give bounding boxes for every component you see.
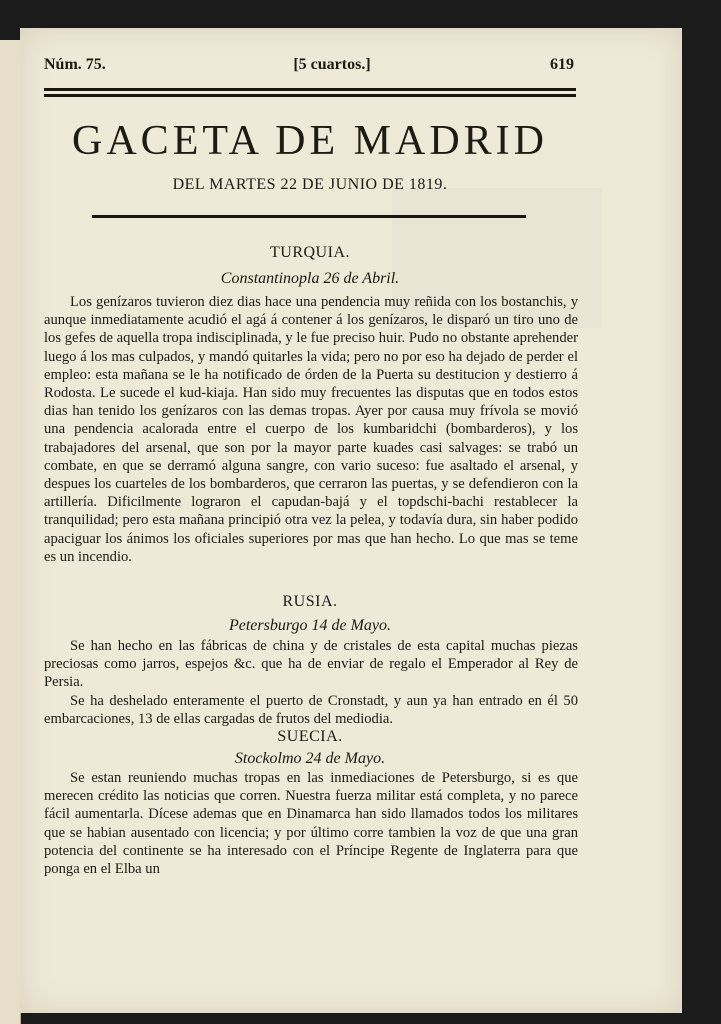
article-body-turquia [44,293,578,566]
section-dateline-turquia: Constantinopla 26 de Abril. [220,270,400,287]
masthead-rule [92,215,526,218]
issue-number: Núm. 75. [44,56,106,73]
section-heading-suecia: SUECIA. [277,728,343,745]
page-header [44,56,574,78]
masthead-title: GACETA DE MADRID [72,118,548,164]
adjacent-page-edge [0,40,21,1024]
article-paragraph: Los genízaros tuvieron diez dias hace una pendencia muy reñida con los bostanchis, y aunque inmediatamente acudió el agá á contener á los genízaros, le disparó un tiro uno de los gefes de aquella tropa indisciplinada, y le fue preciso huir. Pudo no obstante aprehender luego á los mas culpados, y mandó quitarles la vida; pero no por eso ha dejado de perder el empleo: esta mañana se le ha notificado de órden de la Puerta su destitucion y destierro á Rodosta. Le sucede el kud-kiaja. Han sido muy frecuentes las disputas que en todos estos dias han tenido los genízaros con las demas tropas. Ayer por causa muy frívola se movió una pendencia acalorada entre el cuerpo de los kumbaridchi (bombarderos), y los trabajadores del arsenal, que son por la mayor parte kuades casi salvages: se trabó un combate, en que se derramó alguna sangre, con vario suceso: fue asaltado el arsenal, y despues los cuarteles de los bombarderos, que cerraron las puertas, y se defendieron con la artillería. Dificilmente lograron el capudan-bajá y el topdschi-bachi restablecer la tranquilidad; pero esta mañana principió otra vez la pelea, y todavía dura, sin haber podido apaciguar los ánimos los oficiales superiores por mas que han hecho. Lo que mas se teme es un incendio. [44,294,578,565]
page-number: 619 [550,56,574,73]
article-body-suecia [44,769,578,878]
header-double-rule [44,88,576,97]
article-body-rusia [44,637,578,728]
section-heading-turquia: TURQUIA. [270,244,350,261]
article-paragraph: Se ha deshelado enteramente el puerto de Cronstadt, y aun ya han entrado en él 50 embarcaciones, 13 de ellas cargadas de frutos del mediodia. [44,692,578,727]
issue-date: DEL MARTES 22 DE JUNIO DE 1819. [172,176,448,193]
section-heading-rusia: RUSIA. [282,593,338,610]
section-dateline-rusia: Petersburgo 14 de Mayo. [228,617,392,634]
article-paragraph: Se han hecho en las fábricas de china y de cristales de esta capital muchas piezas preciosas como jarros, espejos &c. que ha de enviar de regalo el Emperador al Rey de Persia. [44,638,578,691]
article-paragraph: Se estan reuniendo muchas tropas en las inmediaciones de Petersburgo, si es que merecen crédito las noticias que corren. Nuestra fuerza militar está completa, y no parece fácil aumentarla. Dícese ademas que en Dinamarca han sido llamados todos los militares que se habian ausentado con licencia; y por último corre tambien la voz de que una gran potencia del continente se ha interesado con el Príncipe Regente de Inglaterra para que ponga en el Elba un [44,770,578,878]
section-dateline-suecia: Stockolmo 24 de Mayo. [234,750,386,767]
price-label: [5 cuartos.] [293,56,371,73]
